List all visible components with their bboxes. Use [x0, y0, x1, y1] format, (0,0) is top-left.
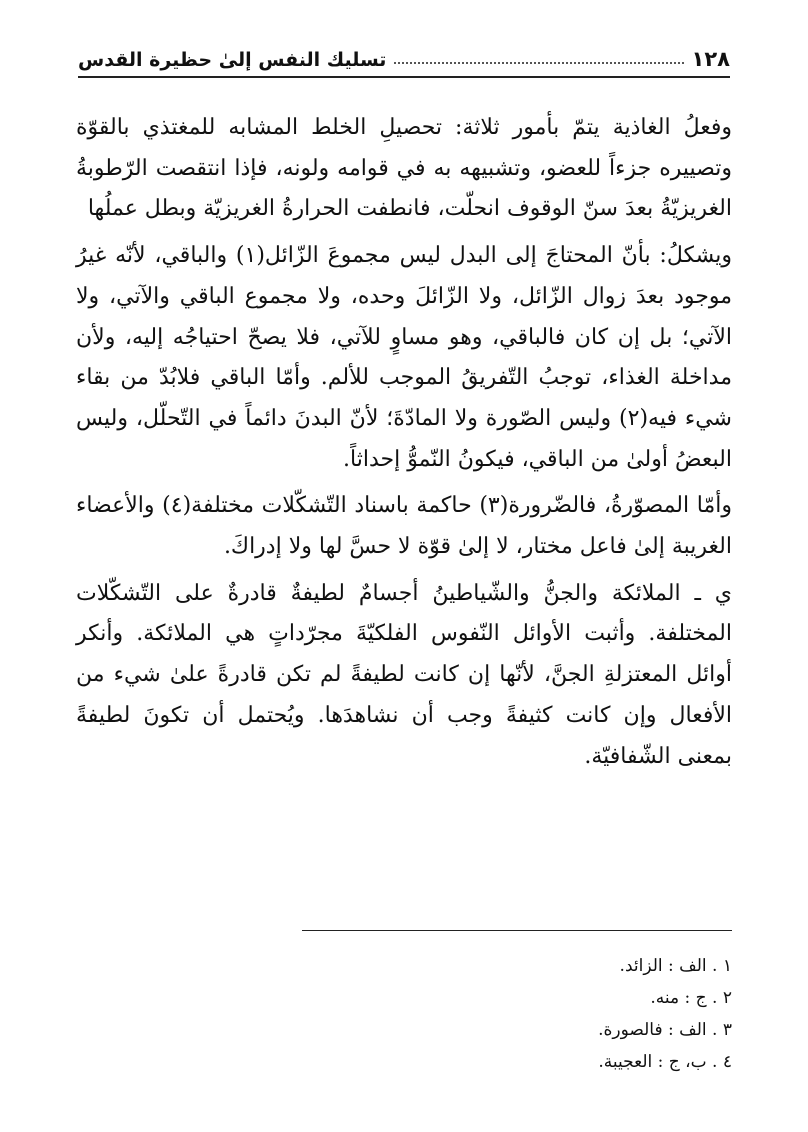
footnotes	[302, 950, 732, 1078]
footnote-item: ٣ . الف : فالصورة.	[598, 1020, 732, 1040]
page-number: ١٢٨	[691, 47, 730, 71]
header-dot-leader	[394, 62, 683, 64]
footnote-item: ٢ . ج : منه.	[650, 988, 732, 1008]
header-rule	[78, 76, 730, 78]
body-text	[76, 108, 732, 777]
paragraph-angels-jinn: ي ـ الملائكة والجنُّ والشّياطينُ أجسامٌ لطيفةٌ قادرةٌ على التّشكّلات المختلفة. وأثبت الأوائل النّفوس الفلكيّةَ مجرّداتٍ هي الملائكة. وأنكر أوائل المعتزلةِ الجنَّ، لأنّها إن كانت لطيفةً لم تكن قادرةً علىٰ شيء من الأفعال وإن كانت كثيفةً وجب أن نشاهدَها. ويُحتمل أن تكونَ لطيفةً بمعنى الشّفافيّة.	[76, 580, 732, 769]
footnote-item: ٤ . ب، ج : العجيبة.	[598, 1052, 732, 1072]
paragraph-nutrition: وفعلُ الغاذية يتمّ بأمور ثلاثة: تحصيلِ الخلط المشابه للمغتذي بالقوّة وتصييره جزءاً للعضو، وتشبيهه به في قوامه ولونه، فإذا انتقصت الرّطوبةُ الغريزيّةُ بعدَ سنّ الوقوف انحلّت، فانطفت الحرارةُ الغريزيّة وبطل عملُها	[76, 115, 732, 222]
footnote-rule	[302, 930, 732, 931]
paragraph-objection: ويشكلُ: بأنّ المحتاجَ إلى البدل ليس مجموعَ الزّائل(١) والباقي، لأنّه غيرُ موجود بعدَ زوال الزّائل، ولا الزّائلَ وحده، ولا مجموع الباقي والآتي، ولا الآتي؛ بل إن كان فالباقي، وهو مساوٍ للآتي، فلا يصحّ احتياجُه إليه، ولأن مداخلة الغذاء، توجبُ التّفريقُ الموجب للألم. وأمّا الباقي فلابُدّ من بقاء شيء فيه(٢) وليس الصّورة ولا المادّةَ؛ لأنّ البدنَ دائماً في التّحلّل، وليس البعضُ أولىٰ من الباقي، فيكونُ النّموُّ إحداثاً.	[76, 243, 733, 472]
running-title: تسليك النفس إلىٰ حظيرة القدس	[78, 49, 387, 71]
footnote-item: ١ . الف : الزائد.	[619, 956, 732, 976]
page-header	[78, 38, 730, 70]
paragraph-formative-power: وأمّا المصوّرةُ، فالضّرورة(٣) حاكمة باسناد التّشكّلات مختلفة(٤) والأعضاء الغريبة إلىٰ فاعل مختار، لا إلىٰ قوّة لا حسَّ لها ولا إدراكَ.	[76, 493, 732, 560]
